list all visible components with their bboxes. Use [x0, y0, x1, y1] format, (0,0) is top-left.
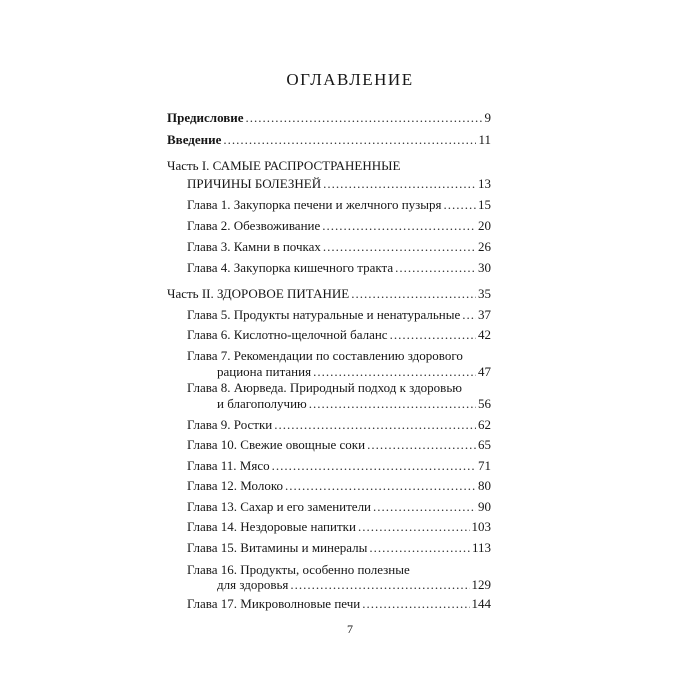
dot-leader: [358, 518, 470, 535]
toc-entry-page: 20: [478, 218, 491, 233]
toc-entry-page: 129: [471, 577, 491, 592]
toc-entry-page: 9: [484, 110, 491, 125]
dot-leader: [322, 217, 476, 234]
dot-leader: [246, 109, 483, 126]
toc-entry-page: 65: [478, 437, 491, 452]
toc-entry-page: 144: [471, 596, 491, 611]
toc-entry-title-line2: и благополучию: [217, 396, 307, 411]
dot-leader: [323, 238, 476, 255]
dot-leader: [290, 576, 469, 593]
toc-entry-page: 62: [478, 417, 491, 432]
toc-entry-title-line2: рациона питания: [217, 364, 312, 379]
toc-entry-title: Глава 3. Камни в почках: [187, 239, 321, 254]
toc-entry-page: 90: [478, 499, 491, 514]
toc-entry-title: Глава 4. Закупорка кишечного тракта: [187, 260, 394, 275]
toc-entry-title-line1: Глава 7. Рекомендации по составлению здорового: [187, 348, 463, 363]
toc-entry-title-line1: Глава 16. Продукты, особенно полезные: [187, 562, 410, 577]
dot-leader: [223, 131, 476, 148]
toc-entry-title: Глава 5. Продукты натуральные и ненатуральные: [187, 307, 461, 322]
dot-leader: [373, 498, 476, 515]
toc-entry-page: 47: [478, 364, 491, 379]
toc-entry-title: Глава 11. Мясо: [187, 458, 270, 473]
dot-leader: [274, 416, 476, 433]
toc-entry-page: 56: [478, 396, 491, 411]
dot-leader: [272, 457, 476, 474]
dot-leader: [309, 395, 476, 412]
toc-entry-title-line2: ПРИЧИНЫ БОЛЕЗНЕЙ: [187, 176, 322, 191]
page-number: 7: [347, 622, 353, 636]
toc-entry-title: Глава 13. Сахар и его заменители: [187, 499, 372, 514]
toc-entry-title: Глава 2. Обезвоживание: [187, 218, 321, 233]
toc-entry-chapter-16: [187, 561, 491, 595]
toc-entry-page: 42: [478, 327, 491, 342]
toc-entry-page: 35: [478, 286, 491, 301]
toc-entry-page: 11: [478, 132, 491, 147]
dot-leader: [362, 595, 469, 612]
toc-entry-title: Глава 14. Нездоровые напитки: [187, 519, 356, 534]
dot-leader: [351, 285, 476, 302]
dot-leader: [285, 477, 476, 494]
toc-entry-page: 103: [471, 519, 491, 534]
toc-entry-title: Глава 10. Свежие овощные соки: [187, 437, 366, 452]
dot-leader: [462, 306, 476, 323]
toc-entry-page: 71: [478, 458, 491, 473]
toc-entry-title: Глава 9. Ростки: [187, 417, 273, 432]
toc-entry-title: Глава 1. Закупорка печени и желчного пузыря: [187, 197, 442, 212]
toc-entry-title: Предисловие: [167, 110, 244, 125]
toc-entry-title: Часть II. ЗДОРОВОЕ ПИТАНИЕ: [167, 286, 350, 301]
toc-entry-page: 13: [478, 176, 491, 191]
dot-leader: [313, 363, 476, 380]
toc-entry-title: Глава 6. Кислотно-щелочной баланс: [187, 327, 388, 342]
toc-entry-page: 30: [478, 260, 491, 275]
toc-entry-title-line1: Глава 8. Аюрведа. Природный подход к здоровью: [187, 380, 462, 395]
toc-entry-page: 37: [478, 307, 491, 322]
dot-leader: [323, 175, 476, 192]
toc-entry-part-1: [167, 157, 491, 191]
toc-entry-page: 15: [478, 197, 491, 212]
toc-entry-title-line1: Часть I. САМЫЕ РАСПРОСТРАНЕННЫЕ: [167, 158, 401, 173]
dot-leader: [367, 436, 476, 453]
toc-entry-chapter-8: [187, 379, 491, 413]
toc-entry-page: 80: [478, 478, 491, 493]
toc-entry-chapter-7: [187, 347, 491, 381]
toc-entry-page: 113: [471, 540, 491, 555]
toc-entry-page: 26: [478, 239, 491, 254]
toc-title: ОГЛАВЛЕНИЕ: [286, 70, 414, 89]
toc-entry-title: Глава 15. Витамины и минералы: [187, 540, 368, 555]
toc-entry-title: Глава 12. Молоко: [187, 478, 283, 493]
dot-leader: [369, 539, 470, 556]
dot-leader: [395, 259, 476, 276]
toc-entry-title: Введение: [167, 132, 222, 147]
toc-entry-title: Глава 17. Микроволновые печи: [187, 596, 361, 611]
dot-leader: [390, 326, 476, 343]
dot-leader: [444, 196, 476, 213]
toc-entry-title-line2: для здоровья: [217, 577, 289, 592]
